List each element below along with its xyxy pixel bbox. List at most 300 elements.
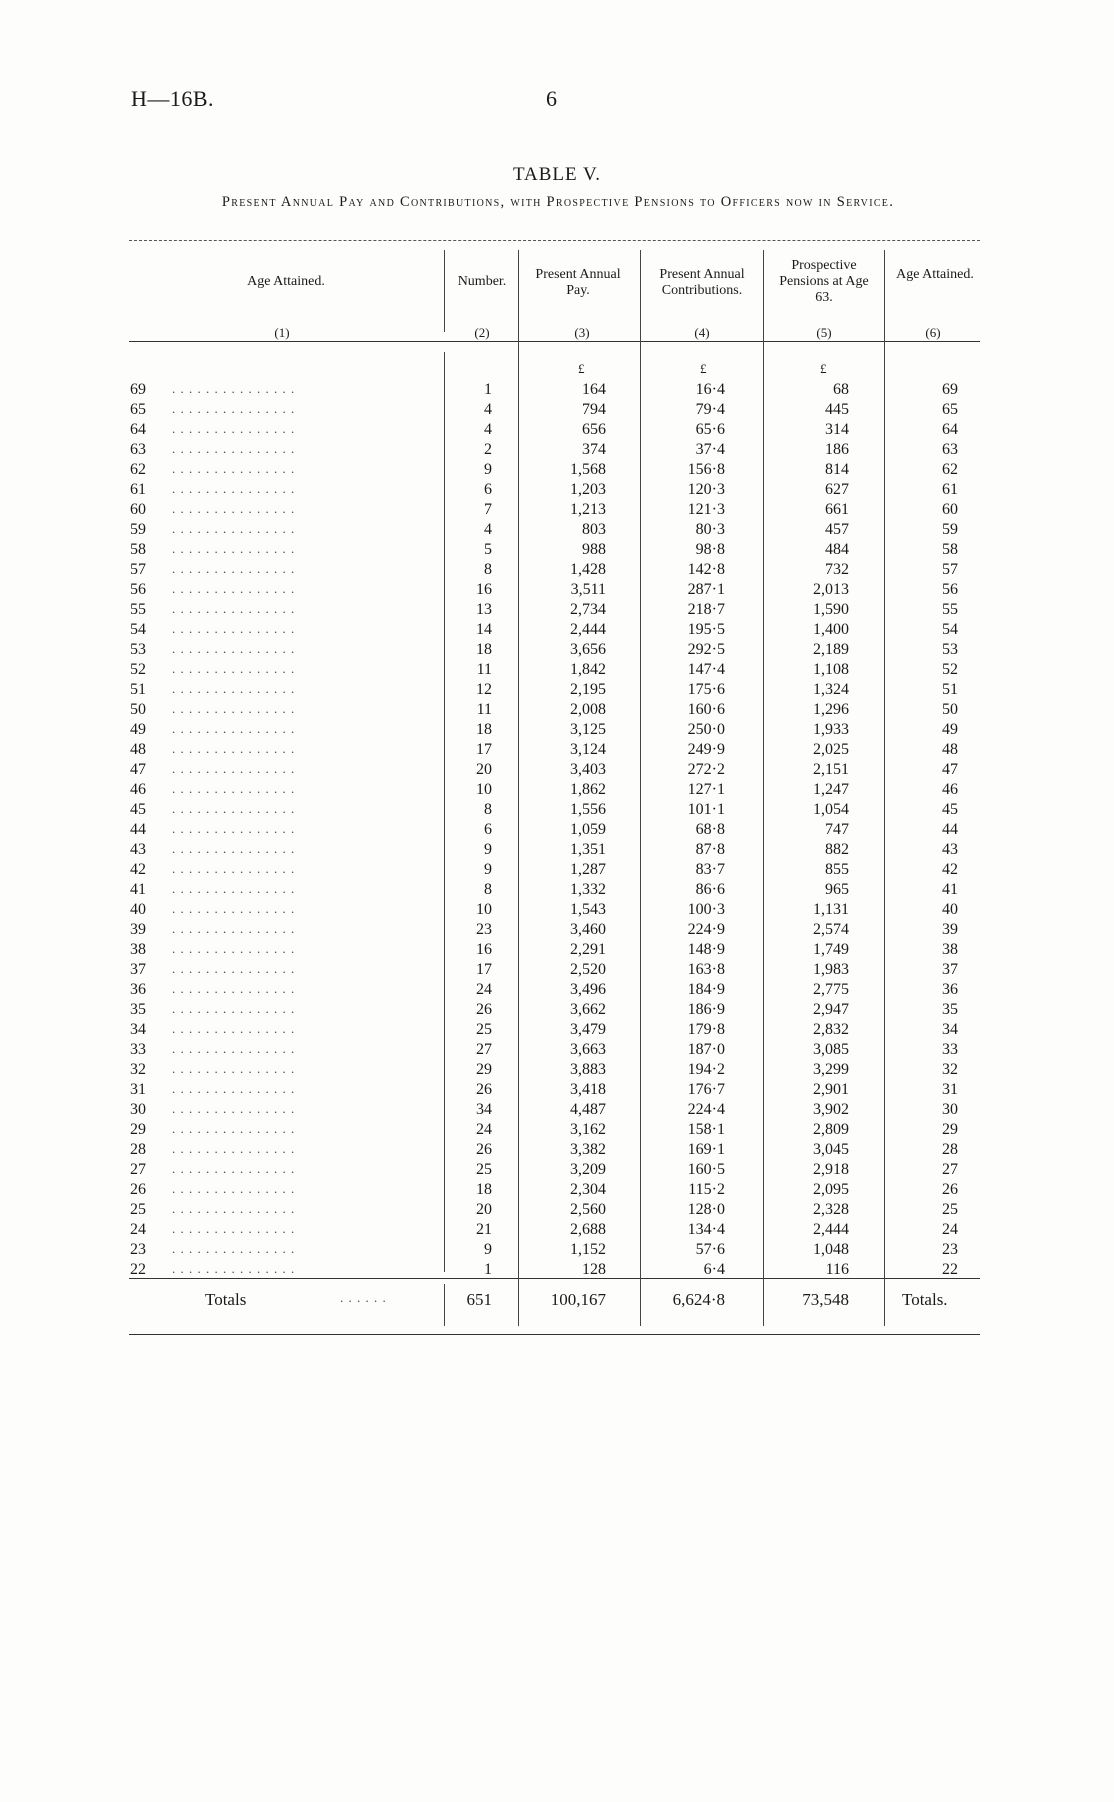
contributions-cell: 87·8 <box>695 841 725 858</box>
leader-dots: . . . . . . . . . . . . . . . <box>172 1181 296 1196</box>
number-cell: 7 <box>484 501 492 518</box>
contributions-cell: 160·5 <box>687 1161 725 1178</box>
leader-dots: . . . . . . . . . . . . . . . <box>172 601 296 616</box>
pensions-cell: 1,131 <box>813 901 849 918</box>
table-caption: Present Annual Pay and Contributions, with Prospective Pensions to Officers now in Service. <box>221 194 895 210</box>
pensions-cell: 627 <box>825 481 849 498</box>
age-cell-right: 41 <box>942 881 958 898</box>
currency-symbol: £ <box>820 361 827 376</box>
pay-cell: 656 <box>582 421 606 438</box>
table-row <box>0 1241 1114 1261</box>
leader-dots: . . . . . . . . . . . . . . . <box>172 1021 296 1036</box>
pay-cell: 1,543 <box>570 901 606 918</box>
pensions-cell: 1,048 <box>813 1241 849 1258</box>
number-cell: 24 <box>476 981 492 998</box>
contributions-cell: 68·8 <box>695 821 725 838</box>
leader-dots: . . . . . . . . . . . . . . . <box>172 1101 296 1116</box>
age-cell: 51 <box>130 681 146 698</box>
pensions-cell: 965 <box>825 881 849 898</box>
header-present-annual-pay: Present Annual Pay. <box>535 267 621 298</box>
pay-cell: 164 <box>582 381 606 398</box>
pay-cell: 1,842 <box>570 661 606 678</box>
age-cell: 62 <box>130 461 146 478</box>
contributions-cell: 194·2 <box>687 1061 725 1078</box>
leader-dots: . . . . . . . . . . . . . . . <box>172 841 296 856</box>
table-row <box>0 1161 1114 1181</box>
number-cell: 6 <box>484 821 492 838</box>
column-divider <box>444 250 445 332</box>
age-cell: 35 <box>130 1001 146 1018</box>
pensions-cell: 1,933 <box>813 721 849 738</box>
pay-cell: 3,162 <box>570 1121 606 1138</box>
age-cell: 55 <box>130 601 146 618</box>
table-row <box>0 1041 1114 1061</box>
age-cell-right: 32 <box>942 1061 958 1078</box>
leader-dots: . . . . . . . . . . . . . . . <box>172 1201 296 1216</box>
table-row <box>0 881 1114 901</box>
age-cell: 57 <box>130 561 146 578</box>
pay-cell: 3,511 <box>570 581 606 598</box>
pensions-cell: 3,045 <box>813 1141 849 1158</box>
leader-dots: . . . . . . . . . . . . . . . <box>172 1261 296 1276</box>
age-cell: 53 <box>130 641 146 658</box>
number-cell: 12 <box>476 681 492 698</box>
pensions-cell: 186 <box>825 441 849 458</box>
number-cell: 34 <box>476 1101 492 1118</box>
pay-cell: 128 <box>582 1261 606 1278</box>
age-cell-right: 30 <box>942 1101 958 1118</box>
number-cell: 2 <box>484 441 492 458</box>
totals-row <box>0 1290 1114 1312</box>
pay-cell: 803 <box>582 521 606 538</box>
number-cell: 18 <box>476 721 492 738</box>
number-cell: 14 <box>476 621 492 638</box>
pensions-cell: 68 <box>833 381 849 398</box>
pensions-cell: 1,749 <box>813 941 849 958</box>
pay-cell: 3,124 <box>570 741 606 758</box>
pay-cell: 2,520 <box>570 961 606 978</box>
pensions-cell: 1,108 <box>813 661 849 678</box>
column-number-6: (6) <box>925 325 941 340</box>
pay-cell: 1,351 <box>570 841 606 858</box>
pay-cell: 2,008 <box>570 701 606 718</box>
age-cell: 43 <box>130 841 146 858</box>
table-row <box>0 1081 1114 1101</box>
age-cell-right: 54 <box>942 621 958 638</box>
age-cell-right: 45 <box>942 801 958 818</box>
pensions-cell: 814 <box>825 461 849 478</box>
leader-dots: . . . . . . . . . . . . . . . <box>172 781 296 796</box>
leader-dots: . . . . . . . . . . . . . . . <box>172 421 296 436</box>
table-bottom-rule <box>129 1334 980 1335</box>
leader-dots: . . . . . . . . . . . . . . . <box>172 441 296 456</box>
pensions-cell: 2,328 <box>813 1201 849 1218</box>
contributions-cell: 156·8 <box>687 461 725 478</box>
header-age-attained-right: Age Attained. <box>896 267 974 282</box>
age-cell: 47 <box>130 761 146 778</box>
pay-cell: 1,059 <box>570 821 606 838</box>
number-cell: 5 <box>484 541 492 558</box>
pensions-cell: 3,085 <box>813 1041 849 1058</box>
table-row <box>0 841 1114 861</box>
pay-cell: 3,460 <box>570 921 606 938</box>
age-cell-right: 57 <box>942 561 958 578</box>
age-cell-right: 61 <box>942 481 958 498</box>
leader-dots: . . . . . . . . . . . . . . . <box>172 681 296 696</box>
table-title: TABLE V. <box>512 164 602 185</box>
age-cell: 54 <box>130 621 146 638</box>
age-cell-right: 42 <box>942 861 958 878</box>
age-cell: 63 <box>130 441 146 458</box>
pensions-cell: 1,590 <box>813 601 849 618</box>
leader-dots: . . . . . . . . . . . . . . . <box>172 701 296 716</box>
header-prospective-pensions: Prospective Pensions at Age 63. <box>779 258 869 305</box>
age-cell-right: 26 <box>942 1181 958 1198</box>
pensions-cell: 2,918 <box>813 1161 849 1178</box>
pay-cell: 3,656 <box>570 641 606 658</box>
number-cell: 9 <box>484 861 492 878</box>
age-cell: 36 <box>130 981 146 998</box>
pay-cell: 3,125 <box>570 721 606 738</box>
pensions-cell: 314 <box>825 421 849 438</box>
number-cell: 11 <box>476 701 492 718</box>
leader-dots: . . . . . . . . . . . . . . . <box>172 381 296 396</box>
pensions-cell: 2,947 <box>813 1001 849 1018</box>
leader-dots: . . . . . . . . . . . . . . . <box>172 401 296 416</box>
column-number-4: (4) <box>694 325 710 340</box>
table-row <box>0 581 1114 601</box>
leader-dots: . . . . . . . . . . . . . . . <box>172 461 296 476</box>
table-row <box>0 821 1114 841</box>
age-cell-right: 33 <box>942 1041 958 1058</box>
number-cell: 26 <box>476 1141 492 1158</box>
leader-dots: . . . . . . . . . . . . . . . <box>172 761 296 776</box>
pay-cell: 1,152 <box>570 1241 606 1258</box>
contributions-cell: 184·9 <box>687 981 725 998</box>
contributions-cell: 6·4 <box>703 1261 725 1278</box>
column-number-2: (2) <box>474 325 490 340</box>
contributions-cell: 83·7 <box>695 861 725 878</box>
table-row <box>0 1201 1114 1221</box>
leader-dots: . . . . . . . . . . . . . . . <box>172 941 296 956</box>
pensions-cell: 1,324 <box>813 681 849 698</box>
pensions-cell: 2,444 <box>813 1221 849 1238</box>
pensions-cell: 2,013 <box>813 581 849 598</box>
total-contributions: 6,624·8 <box>672 1290 725 1309</box>
age-cell: 23 <box>130 1241 146 1258</box>
age-cell-right: 36 <box>942 981 958 998</box>
pay-cell: 1,556 <box>570 801 606 818</box>
pensions-cell: 116 <box>825 1261 849 1278</box>
pay-cell: 1,568 <box>570 461 606 478</box>
leader-dots: . . . . . . . . . . . . . . . <box>172 661 296 676</box>
leader-dots: . . . . . . . . . . . . . . . <box>172 1221 296 1236</box>
age-cell: 39 <box>130 921 146 938</box>
age-cell-right: 58 <box>942 541 958 558</box>
age-cell-right: 50 <box>942 701 958 718</box>
leader-dots: . . . . . . . . . . . . . . . <box>172 1061 296 1076</box>
number-cell: 8 <box>484 881 492 898</box>
age-cell-right: 65 <box>942 401 958 418</box>
number-cell: 24 <box>476 1121 492 1138</box>
age-cell: 41 <box>130 881 146 898</box>
pensions-cell: 1,247 <box>813 781 849 798</box>
column-number-3: (3) <box>574 325 590 340</box>
pensions-cell: 2,901 <box>813 1081 849 1098</box>
pensions-cell: 661 <box>825 501 849 518</box>
contributions-cell: 169·1 <box>687 1141 725 1158</box>
age-cell: 60 <box>130 501 146 518</box>
pensions-cell: 1,400 <box>813 621 849 638</box>
leader-dots: . . . . . . . . . . . . . . . <box>172 641 296 656</box>
pensions-cell: 2,574 <box>813 921 849 938</box>
age-cell-right: 27 <box>942 1161 958 1178</box>
table-row <box>0 1141 1114 1161</box>
leader-dots: . . . . . . . . . . . . . . . <box>172 521 296 536</box>
total-pay: 100,167 <box>550 1290 606 1309</box>
pay-cell: 1,213 <box>570 501 606 518</box>
contributions-cell: 292·5 <box>687 641 725 658</box>
leader-dots: . . . . . . . . . . . . . . . <box>172 721 296 736</box>
age-cell-right: 47 <box>942 761 958 778</box>
pay-cell: 2,195 <box>570 681 606 698</box>
contributions-cell: 218·7 <box>687 601 725 618</box>
number-cell: 8 <box>484 801 492 818</box>
table-row <box>0 601 1114 621</box>
number-cell: 1 <box>484 381 492 398</box>
table-row <box>0 1101 1114 1121</box>
leader-dots: . . . . . . . . . . . . . . . <box>172 1121 296 1136</box>
number-cell: 25 <box>476 1161 492 1178</box>
pensions-cell: 2,832 <box>813 1021 849 1038</box>
contributions-cell: 79·4 <box>695 401 725 418</box>
age-cell: 64 <box>130 421 146 438</box>
age-cell-right: 59 <box>942 521 958 538</box>
age-cell: 37 <box>130 961 146 978</box>
number-cell: 16 <box>476 581 492 598</box>
leader-dots: . . . . . . . . . . . . . . . <box>172 501 296 516</box>
pay-cell: 1,287 <box>570 861 606 878</box>
age-cell-right: 28 <box>942 1141 958 1158</box>
contributions-cell: 134·4 <box>687 1221 725 1238</box>
leader-dots: . . . . . . . . . . . . . . . <box>172 1041 296 1056</box>
total-pensions: 73,548 <box>802 1290 849 1309</box>
contributions-cell: 163·8 <box>687 961 725 978</box>
table-row <box>0 661 1114 681</box>
pensions-cell: 855 <box>825 861 849 878</box>
age-cell-right: 56 <box>942 581 958 598</box>
table-row <box>0 1001 1114 1021</box>
age-cell: 24 <box>130 1221 146 1238</box>
number-cell: 26 <box>476 1001 492 1018</box>
number-cell: 17 <box>476 741 492 758</box>
contributions-cell: 120·3 <box>687 481 725 498</box>
contributions-cell: 250·0 <box>687 721 725 738</box>
pensions-cell: 882 <box>825 841 849 858</box>
leader-dots: . . . . . . . . . . . . . . . <box>172 1001 296 1016</box>
table-row <box>0 481 1114 501</box>
age-cell: 28 <box>130 1141 146 1158</box>
pay-cell: 988 <box>582 541 606 558</box>
leader-dots: . . . . . . <box>340 1290 387 1305</box>
age-cell: 42 <box>130 861 146 878</box>
age-cell: 46 <box>130 781 146 798</box>
table-row <box>0 441 1114 461</box>
contributions-cell: 100·3 <box>687 901 725 918</box>
age-cell: 59 <box>130 521 146 538</box>
pay-cell: 1,203 <box>570 481 606 498</box>
leader-dots: . . . . . . . . . . . . . . . <box>172 541 296 556</box>
pensions-cell: 1,054 <box>813 801 849 818</box>
contributions-cell: 128·0 <box>687 1201 725 1218</box>
number-cell: 10 <box>476 781 492 798</box>
number-cell: 10 <box>476 901 492 918</box>
number-cell: 23 <box>476 921 492 938</box>
table-row <box>0 721 1114 741</box>
number-cell: 18 <box>476 1181 492 1198</box>
pay-cell: 2,444 <box>570 621 606 638</box>
currency-symbol: £ <box>578 361 585 376</box>
contributions-cell: 127·1 <box>687 781 725 798</box>
contributions-cell: 287·1 <box>687 581 725 598</box>
number-cell: 8 <box>484 561 492 578</box>
number-cell: 21 <box>476 1221 492 1238</box>
age-cell-right: 55 <box>942 601 958 618</box>
leader-dots: . . . . . . . . . . . . . . . <box>172 1241 296 1256</box>
totals-label: Totals <box>205 1290 247 1309</box>
pay-cell: 2,688 <box>570 1221 606 1238</box>
age-cell-right: 69 <box>942 381 958 398</box>
header-number: Number. <box>457 274 507 289</box>
leader-dots: . . . . . . . . . . . . . . . <box>172 621 296 636</box>
number-cell: 4 <box>484 521 492 538</box>
age-cell: 58 <box>130 541 146 558</box>
pay-cell: 3,883 <box>570 1061 606 1078</box>
pensions-cell: 445 <box>825 401 849 418</box>
age-cell: 69 <box>130 381 146 398</box>
pensions-cell: 1,296 <box>813 701 849 718</box>
leader-dots: . . . . . . . . . . . . . . . <box>172 1141 296 1156</box>
pensions-cell: 1,983 <box>813 961 849 978</box>
table-row <box>0 961 1114 981</box>
leader-dots: . . . . . . . . . . . . . . . <box>172 1161 296 1176</box>
contributions-cell: 80·3 <box>695 521 725 538</box>
table-row <box>0 901 1114 921</box>
pay-cell: 3,496 <box>570 981 606 998</box>
contributions-cell: 186·9 <box>687 1001 725 1018</box>
header-bottom-rule <box>129 341 980 342</box>
pay-cell: 2,304 <box>570 1181 606 1198</box>
age-cell-right: 43 <box>942 841 958 858</box>
number-cell: 6 <box>484 481 492 498</box>
age-cell: 52 <box>130 661 146 678</box>
pay-cell: 374 <box>582 441 606 458</box>
column-number-5: (5) <box>816 325 832 340</box>
age-cell: 25 <box>130 1201 146 1218</box>
table-row <box>0 461 1114 481</box>
pensions-cell: 747 <box>825 821 849 838</box>
number-cell: 29 <box>476 1061 492 1078</box>
number-cell: 1 <box>484 1261 492 1278</box>
age-cell: 65 <box>130 401 146 418</box>
table-row <box>0 1261 1114 1281</box>
pensions-cell: 457 <box>825 521 849 538</box>
leader-dots: . . . . . . . . . . . . . . . <box>172 741 296 756</box>
number-cell: 25 <box>476 1021 492 1038</box>
age-cell-right: 46 <box>942 781 958 798</box>
pay-cell: 2,734 <box>570 601 606 618</box>
age-cell: 22 <box>130 1261 146 1278</box>
age-cell: 56 <box>130 581 146 598</box>
leader-dots: . . . . . . . . . . . . . . . <box>172 801 296 816</box>
contributions-cell: 187·0 <box>687 1041 725 1058</box>
leader-dots: . . . . . . . . . . . . . . . <box>172 561 296 576</box>
contributions-cell: 86·6 <box>695 881 725 898</box>
age-cell-right: 40 <box>942 901 958 918</box>
pay-cell: 3,663 <box>570 1041 606 1058</box>
table-row <box>0 561 1114 581</box>
table-row <box>0 621 1114 641</box>
table-row <box>0 521 1114 541</box>
leader-dots: . . . . . . . . . . . . . . . <box>172 581 296 596</box>
table-row <box>0 1021 1114 1041</box>
contributions-cell: 176·7 <box>687 1081 725 1098</box>
age-cell-right: 49 <box>942 721 958 738</box>
age-cell-right: 25 <box>942 1201 958 1218</box>
age-cell: 45 <box>130 801 146 818</box>
leader-dots: . . . . . . . . . . . . . . . <box>172 861 296 876</box>
age-cell: 30 <box>130 1101 146 1118</box>
table-row <box>0 921 1114 941</box>
contributions-cell: 121·3 <box>687 501 725 518</box>
age-cell-right: 31 <box>942 1081 958 1098</box>
number-cell: 17 <box>476 961 492 978</box>
contributions-cell: 249·9 <box>687 741 725 758</box>
leader-dots: . . . . . . . . . . . . . . . <box>172 881 296 896</box>
table-row <box>0 941 1114 961</box>
number-cell: 18 <box>476 641 492 658</box>
table-row <box>0 1061 1114 1081</box>
contributions-cell: 175·6 <box>687 681 725 698</box>
pay-cell: 4,487 <box>570 1101 606 1118</box>
age-cell-right: 29 <box>942 1121 958 1138</box>
leader-dots: . . . . . . . . . . . . . . . <box>172 921 296 936</box>
header-age-attained: Age Attained. <box>247 274 325 289</box>
pensions-cell: 732 <box>825 561 849 578</box>
leader-dots: . . . . . . . . . . . . . . . <box>172 901 296 916</box>
age-cell: 50 <box>130 701 146 718</box>
contributions-cell: 147·4 <box>687 661 725 678</box>
leader-dots: . . . . . . . . . . . . . . . <box>172 981 296 996</box>
age-cell-right: 34 <box>942 1021 958 1038</box>
table-row <box>0 541 1114 561</box>
age-cell-right: 53 <box>942 641 958 658</box>
pensions-cell: 2,809 <box>813 1121 849 1138</box>
age-cell: 33 <box>130 1041 146 1058</box>
age-cell-right: 62 <box>942 461 958 478</box>
table-row <box>0 641 1114 661</box>
table-row <box>0 761 1114 781</box>
pay-cell: 1,428 <box>570 561 606 578</box>
leader-dots: . . . . . . . . . . . . . . . <box>172 1081 296 1096</box>
page-reference: H—16B. <box>131 86 215 111</box>
number-cell: 27 <box>476 1041 492 1058</box>
age-cell: 29 <box>130 1121 146 1138</box>
age-cell: 49 <box>130 721 146 738</box>
table-row <box>0 501 1114 521</box>
table-row <box>0 1181 1114 1201</box>
number-cell: 9 <box>484 841 492 858</box>
